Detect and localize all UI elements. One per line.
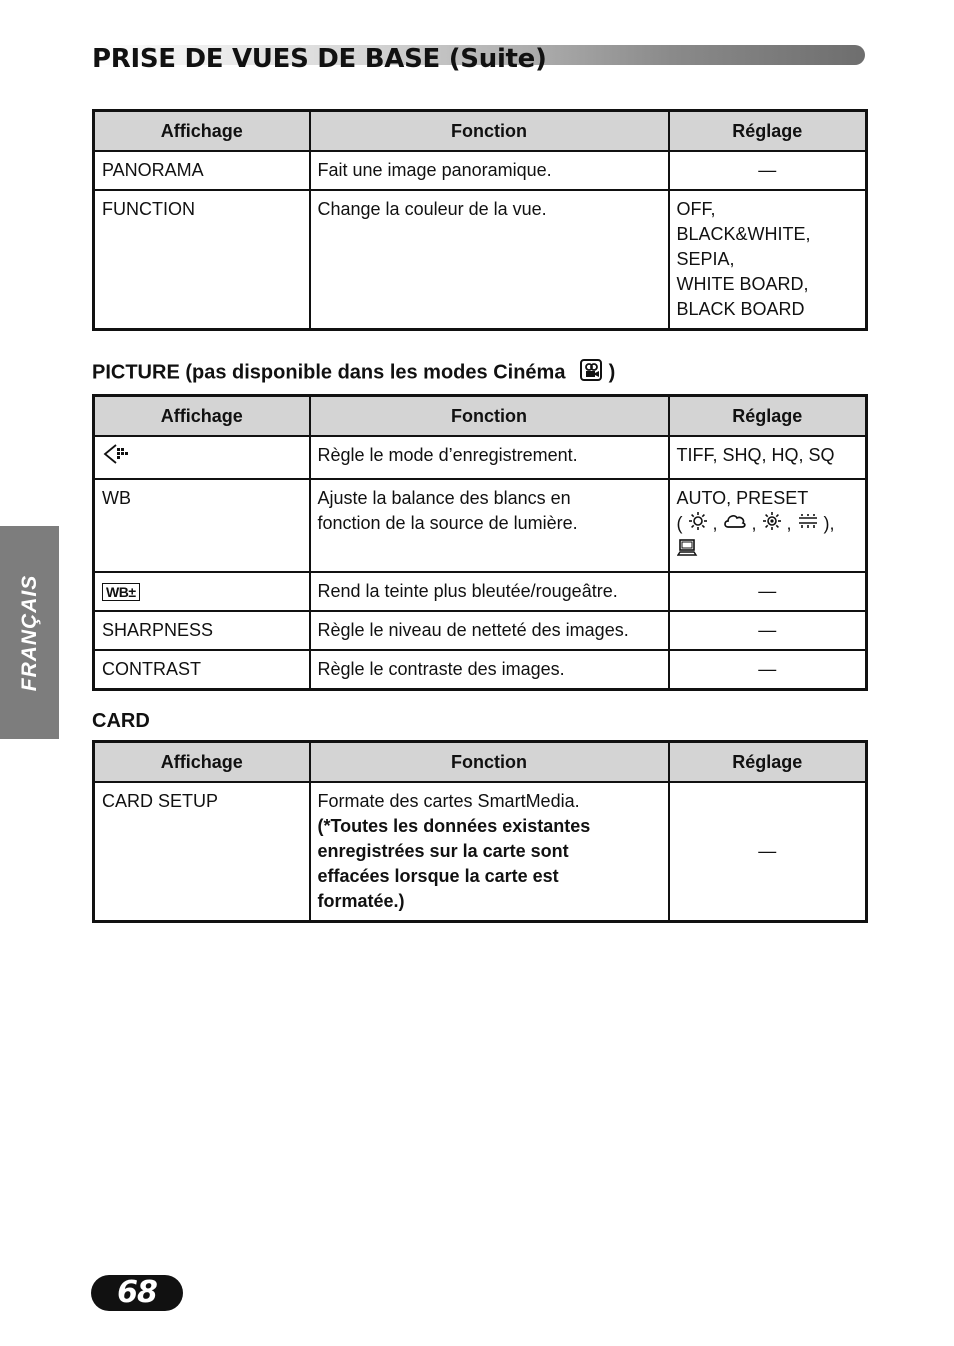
setting-cell: — (669, 151, 867, 190)
language-side-tab (0, 526, 59, 739)
function-cell: Règle le contraste des images. (310, 650, 669, 690)
table-header-row (94, 742, 867, 783)
setting-line: AUTO, PRESET (676, 488, 809, 508)
wb-compensation-icon: WB± (102, 583, 140, 601)
setting-cell: — (669, 572, 867, 611)
setting-cell: — (669, 782, 867, 922)
function-cell (310, 479, 669, 572)
function-cell: Règle le mode d’enregistrement. (310, 436, 669, 479)
column-header-display: Affichage (94, 111, 310, 152)
function-line: Ajuste la balance des blancs en (317, 488, 571, 508)
table-row (94, 572, 867, 611)
column-header-function: Fonction (310, 111, 669, 152)
function-cell (310, 782, 669, 922)
record-mode-icon (102, 443, 130, 472)
picture-heading-text: PICTURE (pas disponible dans les modes Cinéma (92, 361, 566, 384)
warning-line: effacées lorsque la carte est (317, 866, 559, 886)
table-row (94, 190, 867, 330)
sunny-icon (688, 511, 708, 538)
page-title: PRISE DE VUES DE BASE (Suite) (92, 44, 547, 74)
column-header-display: Affichage (94, 396, 310, 437)
page-number-badge (91, 1275, 183, 1311)
display-cell: CONTRAST (94, 650, 310, 690)
table-row (94, 611, 867, 650)
column-header-setting: Réglage (669, 396, 867, 437)
function-cell: Règle le niveau de netteté des images. (310, 611, 669, 650)
display-cell: SHARPNESS (94, 611, 310, 650)
column-header-function: Fonction (310, 742, 669, 783)
function-line: Formate des cartes SmartMedia. (317, 791, 580, 811)
column-header-function: Fonction (310, 396, 669, 437)
display-cell (94, 436, 310, 479)
fluorescent-icon (797, 512, 819, 537)
menu-table-panorama-function (92, 109, 868, 331)
setting-cell: — (669, 611, 867, 650)
picture-section-heading (92, 358, 615, 388)
table-row (94, 479, 867, 572)
page-number: 68 (117, 1275, 157, 1310)
setting-line: BLACK&WHITE, (676, 224, 811, 244)
setting-cell: — (669, 650, 867, 690)
monitor-icon (677, 538, 699, 565)
tungsten-icon (762, 511, 782, 538)
function-line: fonction de la source de lumière. (317, 513, 578, 533)
setting-icons-line: ( , , , ), (677, 511, 859, 538)
function-cell: Change la couleur de la vue. (310, 190, 669, 330)
display-cell: FUNCTION (94, 190, 310, 330)
display-cell (94, 572, 310, 611)
setting-cell (669, 190, 867, 330)
column-header-setting: Réglage (669, 111, 867, 152)
language-label: FRANÇAIS (17, 574, 41, 691)
display-cell: WB (94, 479, 310, 572)
function-cell: Fait une image panoramique. (310, 151, 669, 190)
display-cell: PANORAMA (94, 151, 310, 190)
table-header-row (94, 396, 867, 437)
picture-heading-close: ) (608, 361, 616, 384)
table-row (94, 436, 867, 479)
column-header-setting: Réglage (669, 742, 867, 783)
table-header-row (94, 111, 867, 152)
cloudy-icon (723, 512, 747, 537)
warning-line: (*Toutes les données existantes (317, 816, 591, 836)
menu-table-card (92, 740, 868, 923)
column-header-display: Affichage (94, 742, 310, 783)
setting-line: BLACK BOARD (676, 299, 805, 319)
setting-cell: TIFF, SHQ, HQ, SQ (669, 436, 867, 479)
setting-cell (669, 479, 867, 572)
table-row (94, 782, 867, 922)
display-cell: CARD SETUP (94, 782, 310, 922)
warning-line: formatée.) (317, 891, 405, 911)
movie-mode-icon (579, 358, 603, 388)
warning-line: enregistrées sur la carte sont (317, 841, 569, 861)
setting-line: OFF, (676, 199, 716, 219)
table-row (94, 151, 867, 190)
function-cell: Rend la teinte plus bleutée/rougeâtre. (310, 572, 669, 611)
menu-table-picture (92, 394, 868, 691)
table-row (94, 650, 867, 690)
setting-line: SEPIA, (676, 249, 735, 269)
card-section-heading: CARD (92, 710, 150, 732)
setting-line: WHITE BOARD, (676, 274, 809, 294)
